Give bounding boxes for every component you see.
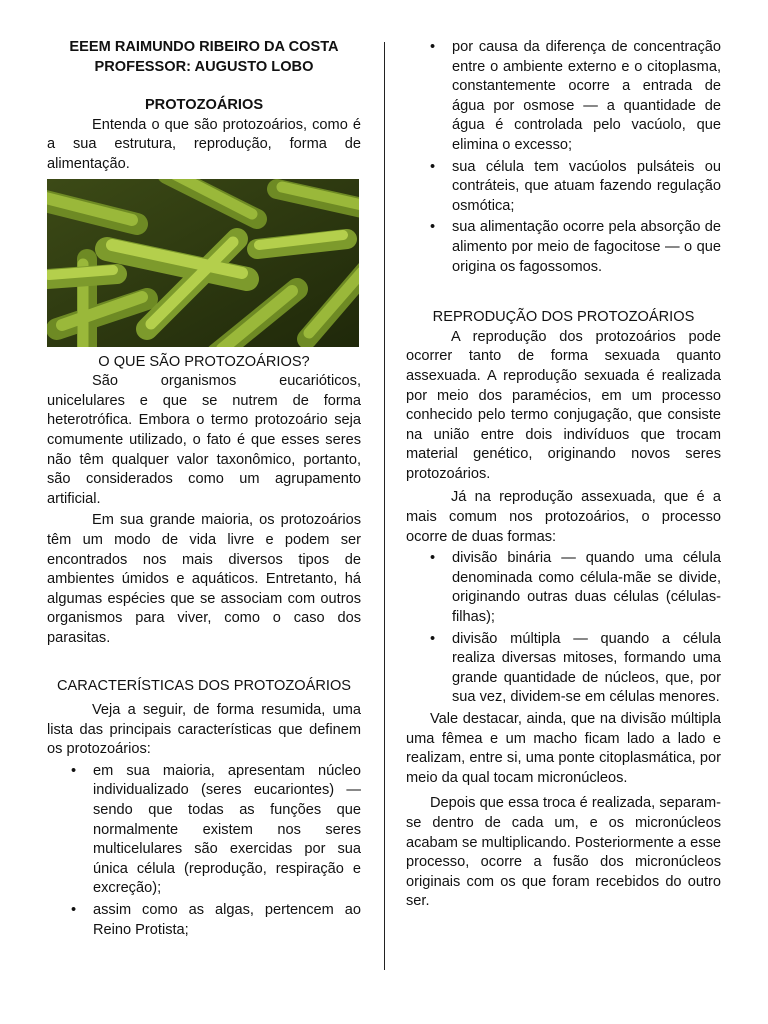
what-are-paragraph-2: Em sua grande maioria, os protozoários têm um modo de vida livre e podem ser encontrados nos mais diversos tipos de ambientes úmidos e aquáticos. Entretanto, há algumas espécies que se associam com outros organismos para viver, como o caso dos parasitas.	[47, 512, 361, 646]
characteristics-heading: CARACTERÍSTICAS DOS PROTOZOÁRIOS	[56, 678, 352, 695]
reproduction-paragraph-4: Depois que essa troca é realizada, separam-se dentro de cada um, e os micronúcleos acabam se multiplicando. Posteriormente a esse processo, ocorre a fusão dos micronúcleos originais com os que foram recebidos do outro ser.	[406, 795, 721, 910]
characteristics-list-right	[406, 38, 721, 277]
left-column	[47, 38, 361, 942]
list-item: • divisão múltipla — quando a célula realiza diversas mitoses, formando uma grande quantidade de núcleos, que, por sua vez, dividem-se em células menores.	[452, 630, 721, 708]
characteristics-intro: Veja a seguir, de forma resumida, uma lista das principais características que definem os protozoários:	[47, 702, 361, 758]
list-item: • sua célula tem vacúolos pulsáteis ou contráteis, que atuam fazendo regulação osmótica;	[452, 158, 721, 217]
intro-paragraph: Entenda o que são protozoários, como é a sua estrutura, reprodução, forma de alimentação.	[47, 116, 361, 172]
characteristics-list-left	[47, 762, 361, 940]
reproduction-paragraph-1: A reprodução dos protozoários pode ocorrer tanto de forma sexuada quanto assexuada. A reprodução sexuada é realizada por meio dos paramécios, em um processo conhecido pelo termo conjugação, que consiste na união entre dois indivíduos que trocam material genético, originando novos seres protozoários.	[406, 328, 721, 482]
reproduction-heading: REPRODUÇÃO DOS PROTOZOÁRIOS	[432, 309, 695, 326]
what-are-heading: O QUE SÃO PROTOZOÁRIOS?	[98, 353, 310, 370]
teacher-name: PROFESSOR: AUGUSTO LOBO	[94, 58, 314, 75]
list-item: • sua alimentação ocorre pela absorção de alimento por meio de fagocitose — o que origina os fagossomos.	[452, 218, 721, 277]
reproduction-paragraph-3: Vale destacar, ainda, que na divisão múltipla uma fêmea e um macho ficam lado a lado e realizam, entre si, uma ponte citoplasmática, por meio da qual tocam micronúcleos.	[406, 711, 721, 786]
list-item: • em sua maioria, apresentam núcleo individualizado (seres eucariontes) — sendo que todas as funções que normalmente existem nos seres multicelulares são exercidas por sua única célula (reprodução, respiração e excreção);	[93, 762, 361, 899]
document-title: PROTOZOÁRIOS	[144, 97, 264, 114]
right-column	[406, 38, 721, 912]
column-divider	[384, 42, 385, 970]
list-item: • por causa da diferença de concentração entre o ambiente externo e o citoplasma, constantemente ocorre a entrada de água por osmose — a quantidade de água é controlada pelo vacúolo, que elimina o excesso;	[452, 38, 721, 156]
reproduction-paragraph-2: Já na reprodução assexuada, que é a mais comum nos protozoários, o processo ocorre de duas formas:	[406, 489, 721, 545]
reproduction-list	[406, 549, 721, 708]
what-are-paragraph-1: São organismos eucarióticos, unicelulares e que se nutrem de forma heterotrófica. Embora o termo protozoário seja comumente utilizado, o fato é que esses seres não têm qualquer valor taxonômico, portanto, são considerados como um agrupamento artificial.	[47, 373, 361, 507]
school-name: EEEM RAIMUNDO RIBEIRO DA COSTA	[69, 39, 339, 55]
list-item: • assim como as algas, pertencem ao Reino Protista;	[93, 901, 361, 940]
list-item: • divisão binária — quando uma célula denominada como célula-mãe se divide, originando outras duas células (células-filhas);	[452, 549, 721, 627]
bacteria-micrograph-image	[47, 179, 359, 347]
